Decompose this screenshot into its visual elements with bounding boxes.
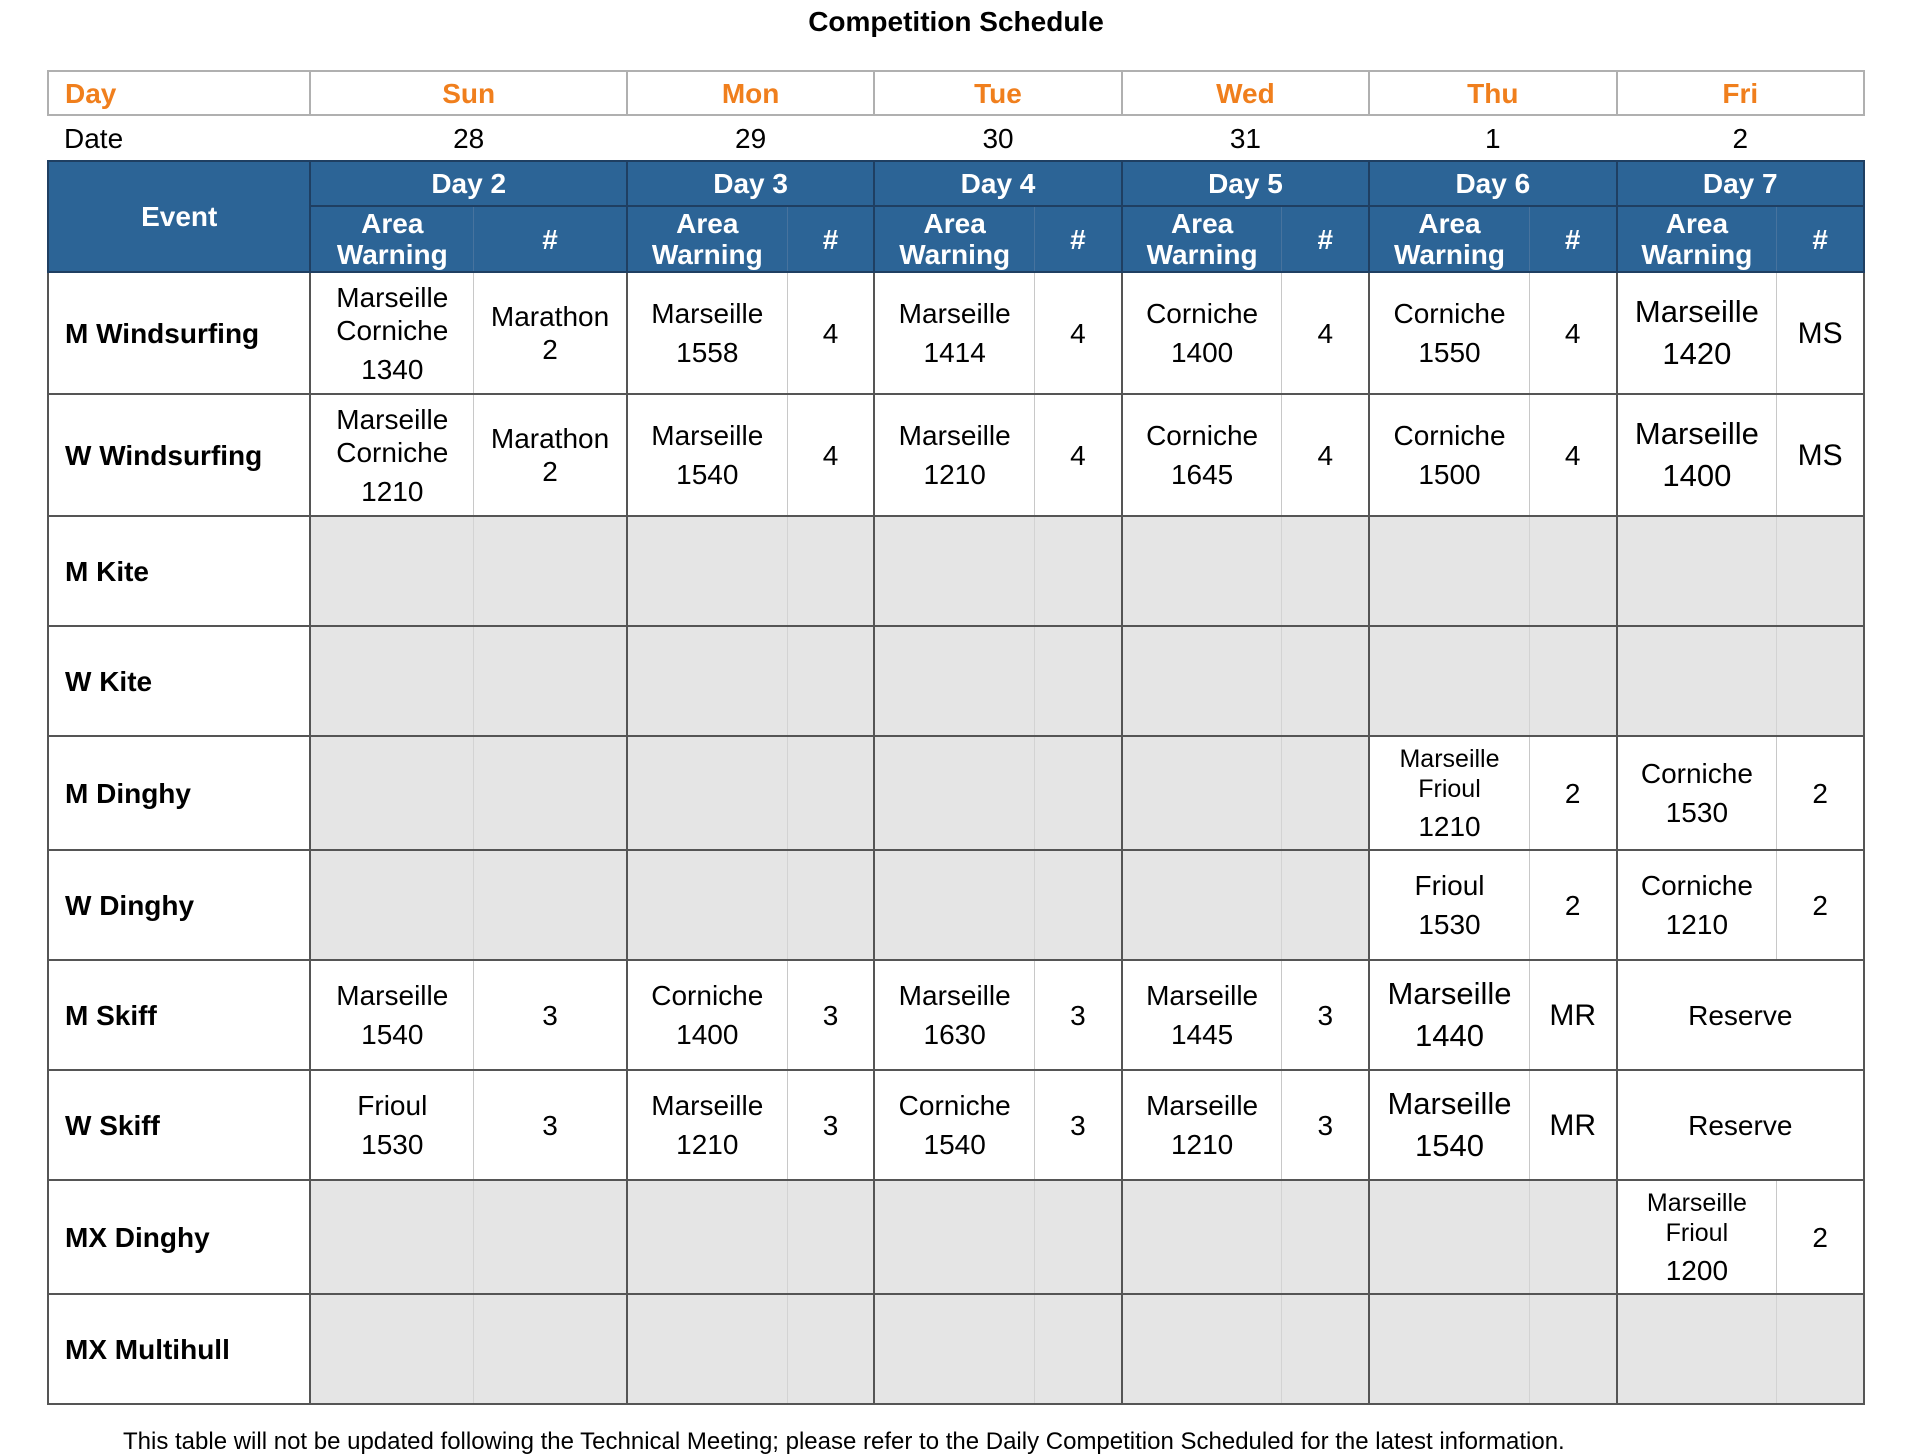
empty-slot [1282, 516, 1369, 626]
warning-time: 1540 [1415, 1128, 1484, 1163]
race-count-cell [787, 1070, 874, 1180]
area-name: Corniche [1393, 298, 1506, 329]
area-warning-cell [627, 1070, 787, 1180]
empty-slot [627, 516, 787, 626]
empty-slot [874, 1294, 1034, 1404]
warning-time: 1500 [1418, 459, 1481, 490]
day-number-row [48, 161, 1864, 206]
warning-time: 1558 [676, 337, 739, 368]
area-name: Corniche [1640, 870, 1753, 901]
area-warning-header: Area Warning [310, 206, 473, 272]
weekday-cell: Tue [874, 71, 1121, 115]
empty-slot [310, 736, 473, 850]
race-count: 4 [822, 317, 839, 349]
empty-slot [627, 736, 787, 850]
date-cell: 28 [453, 122, 485, 154]
race-count-cell [787, 272, 874, 394]
area-name: Corniche [898, 1090, 1011, 1121]
empty-slot [1122, 1294, 1282, 1404]
event-row [48, 1070, 1864, 1180]
race-count: 4 [1564, 317, 1581, 349]
empty-slot [787, 1294, 874, 1404]
area-warning-cell [1369, 1070, 1529, 1180]
race-count-cell [1777, 394, 1864, 516]
warning-time: 1530 [1665, 797, 1729, 828]
race-count-header: # [474, 206, 627, 272]
race-count: Marathon 2 [490, 423, 610, 487]
race-count: MS [1797, 316, 1843, 350]
event-row [48, 850, 1864, 960]
empty-slot [474, 516, 627, 626]
empty-slot [474, 626, 627, 736]
race-count: 4 [822, 439, 839, 471]
area-warning-cell [1369, 850, 1529, 960]
race-count: 4 [1317, 439, 1334, 471]
empty-slot [474, 1180, 627, 1294]
warning-time: 1210 [1418, 810, 1481, 842]
event-row [48, 516, 1864, 626]
area-warning-cell [1617, 1180, 1777, 1294]
race-count-cell [1035, 394, 1122, 516]
area-warning-cell [874, 960, 1034, 1070]
race-count: Marathon 2 [490, 301, 610, 365]
race-count-cell [787, 394, 874, 516]
empty-slot [310, 516, 473, 626]
empty-slot [627, 1294, 787, 1404]
event-name: MX Dinghy [48, 1180, 310, 1294]
area-warning-cell [1122, 394, 1282, 516]
empty-slot [1777, 1294, 1864, 1404]
race-count: 4 [1070, 439, 1086, 471]
event-name: M Skiff [48, 960, 310, 1070]
race-count-cell [1777, 1180, 1864, 1294]
race-count: 4 [1070, 317, 1086, 349]
empty-slot [874, 850, 1034, 960]
area-warning-cell [310, 960, 473, 1070]
warning-time: 1550 [1418, 337, 1481, 368]
event-row [48, 736, 1864, 850]
empty-slot [1282, 850, 1369, 960]
empty-slot [1369, 516, 1529, 626]
empty-slot [1282, 1180, 1369, 1294]
area-warning-header: Area Warning [874, 206, 1034, 272]
race-count-cell [1529, 1070, 1616, 1180]
race-count-cell [787, 960, 874, 1070]
empty-slot [1529, 626, 1616, 736]
weekday-cell: Thu [1369, 71, 1616, 115]
area-name: Marseille [336, 980, 449, 1011]
race-count: 3 [1070, 1109, 1086, 1141]
area-warning-cell [874, 394, 1034, 516]
area-name: Corniche [1640, 758, 1753, 789]
race-count: 3 [542, 999, 558, 1031]
warning-time: 1440 [1415, 1018, 1484, 1053]
empty-slot [874, 736, 1034, 850]
event-name: MX Multihull [48, 1294, 310, 1404]
area-warning-cell [310, 272, 473, 394]
empty-slot [1035, 736, 1122, 850]
race-count-cell [1777, 272, 1864, 394]
race-count-cell [1282, 960, 1369, 1070]
area-warning-cell [627, 960, 787, 1070]
race-count-cell [1282, 394, 1369, 516]
empty-slot [1122, 1180, 1282, 1294]
race-count: 4 [1317, 317, 1334, 349]
empty-slot [1282, 1294, 1369, 1404]
race-count-cell [1282, 1070, 1369, 1180]
area-warning-header: Area Warning [1122, 206, 1282, 272]
race-count: 3 [542, 1109, 558, 1141]
empty-slot [1035, 850, 1122, 960]
empty-slot [627, 1180, 787, 1294]
empty-slot [1282, 736, 1369, 850]
race-count: 3 [822, 1109, 839, 1141]
date-row [48, 115, 1864, 161]
area-name: Marseille Corniche [336, 403, 449, 468]
race-count-cell [1529, 272, 1616, 394]
empty-slot [787, 626, 874, 736]
day-number-cell: Day 4 [874, 161, 1121, 206]
empty-slot [1035, 626, 1122, 736]
area-name: Marseille [1387, 1086, 1512, 1121]
area-warning-cell [1617, 736, 1777, 850]
event-name: M Kite [48, 516, 310, 626]
reserve-cell: Reserve [1617, 1070, 1864, 1180]
empty-slot [1529, 516, 1616, 626]
warning-time: 1540 [923, 1129, 986, 1160]
area-name: Marseille [651, 420, 764, 451]
event-header: Event [48, 161, 310, 272]
day-number-cell: Day 3 [627, 161, 874, 206]
area-warning-header: Area Warning [1617, 206, 1777, 272]
area-name: Marseille [1146, 980, 1259, 1011]
area-name: Corniche [651, 980, 764, 1011]
race-count-header: # [787, 206, 874, 272]
empty-slot [1617, 626, 1777, 736]
area-warning-cell [310, 394, 473, 516]
event-row [48, 272, 1864, 394]
race-count-cell [1777, 850, 1864, 960]
empty-slot [874, 626, 1034, 736]
empty-slot [1369, 1294, 1529, 1404]
race-count-cell [1529, 736, 1616, 850]
event-row [48, 1294, 1864, 1404]
empty-slot [627, 850, 787, 960]
area-name: Marseille [1146, 1090, 1259, 1121]
empty-slot [787, 1180, 874, 1294]
area-name: Frioul [1414, 870, 1485, 901]
event-name: W Windsurfing [48, 394, 310, 516]
race-count: 2 [1812, 1221, 1828, 1253]
empty-slot [1777, 516, 1864, 626]
race-count-cell [1035, 272, 1122, 394]
warning-time: 1210 [1170, 1129, 1234, 1160]
area-warning-cell [1617, 850, 1777, 960]
area-name: Marseille [898, 298, 1011, 329]
empty-slot [787, 850, 874, 960]
event-row [48, 626, 1864, 736]
empty-slot [1122, 626, 1282, 736]
race-count: 2 [1812, 889, 1828, 921]
schedule-table [47, 70, 1865, 1405]
warning-time: 1210 [1665, 909, 1729, 940]
page-title: Competition Schedule [808, 6, 1104, 37]
area-warning-cell [627, 272, 787, 394]
race-count: 3 [1317, 999, 1334, 1031]
warning-time: 1420 [1662, 336, 1732, 371]
warning-time: 1200 [1665, 1254, 1729, 1286]
race-count-header: # [1282, 206, 1369, 272]
event-row [48, 1180, 1864, 1294]
race-count: MS [1797, 438, 1843, 472]
empty-slot [1529, 1180, 1616, 1294]
warning-time: 1645 [1170, 459, 1234, 490]
area-warning-cell [1369, 960, 1529, 1070]
empty-slot [874, 516, 1034, 626]
event-name: M Dinghy [48, 736, 310, 850]
event-name: W Skiff [48, 1070, 310, 1180]
empty-slot [1617, 1294, 1777, 1404]
race-count-cell [1529, 850, 1616, 960]
day-number-cell: Day 6 [1369, 161, 1616, 206]
area-name: Marseille Corniche [336, 281, 449, 346]
empty-slot [1777, 626, 1864, 736]
empty-slot [1122, 516, 1282, 626]
day-number-cell: Day 2 [310, 161, 627, 206]
empty-slot [474, 1294, 627, 1404]
warning-time: 1630 [923, 1019, 986, 1050]
race-count-cell [1035, 960, 1122, 1070]
area-warning-cell [1122, 1070, 1282, 1180]
empty-slot [627, 626, 787, 736]
weekday-cell: Mon [627, 71, 874, 115]
area-name: Marseille [651, 1090, 764, 1121]
day-label: Day [48, 71, 310, 115]
empty-slot [1035, 516, 1122, 626]
area-warning-header: Area Warning [627, 206, 787, 272]
area-warning-cell [627, 394, 787, 516]
warning-time: 1210 [361, 475, 424, 507]
race-count: 3 [822, 999, 839, 1031]
warning-time: 1540 [676, 459, 739, 490]
race-count: 3 [1070, 999, 1086, 1031]
warning-time: 1400 [1170, 337, 1234, 368]
event-row [48, 394, 1864, 516]
empty-slot [874, 1180, 1034, 1294]
warning-time: 1445 [1170, 1019, 1234, 1050]
race-count: 4 [1564, 439, 1581, 471]
race-count: MR [1549, 1108, 1597, 1142]
area-warning-cell [310, 1070, 473, 1180]
area-warning-cell [874, 1070, 1034, 1180]
date-cell: 31 [1229, 122, 1261, 154]
area-name: Marseille [898, 420, 1011, 451]
area-warning-cell [1617, 272, 1777, 394]
empty-slot [1529, 1294, 1616, 1404]
footnote: This table will not be updated following the Technical Meeting; please refer to the Daily Competition Scheduled for the latest information. [123, 1428, 1565, 1455]
empty-slot [1369, 626, 1529, 736]
empty-slot [1035, 1294, 1122, 1404]
date-cell: 2 [1732, 122, 1749, 154]
area-warning-header: Area Warning [1369, 206, 1529, 272]
area-name: Marseille [1634, 294, 1759, 329]
empty-slot [310, 626, 473, 736]
area-warning-cell [1617, 394, 1777, 516]
warning-time: 1340 [361, 353, 424, 385]
area-warning-cell [1369, 394, 1529, 516]
race-count: MR [1549, 998, 1597, 1032]
race-count: 3 [1317, 1109, 1334, 1141]
area-name: Corniche [1146, 420, 1259, 451]
weekday-cell: Sun [310, 71, 627, 115]
area-name: Marseille [1634, 416, 1759, 451]
area-name: Corniche [1146, 298, 1259, 329]
weekday-row [48, 71, 1864, 115]
race-count-header: # [1035, 206, 1122, 272]
race-count-cell [474, 960, 627, 1070]
race-count-cell [474, 394, 627, 516]
area-name: Frioul [357, 1090, 428, 1121]
area-name: Marseille Frioul [1399, 744, 1500, 803]
warning-time: 1414 [923, 337, 986, 368]
warning-time: 1540 [361, 1019, 424, 1050]
warning-time: 1210 [923, 459, 986, 490]
empty-slot [1122, 736, 1282, 850]
date-label: Date [64, 122, 124, 154]
race-count-cell [1282, 272, 1369, 394]
area-name: Marseille [1387, 976, 1512, 1011]
race-count-cell [474, 272, 627, 394]
area-warning-cell [874, 272, 1034, 394]
event-name: W Kite [48, 626, 310, 736]
race-count-header: # [1777, 206, 1864, 272]
empty-slot [310, 1180, 473, 1294]
empty-slot [1369, 1180, 1529, 1294]
race-count: 2 [1564, 889, 1581, 921]
area-name: Marseille Frioul [1646, 1188, 1747, 1247]
reserve-cell: Reserve [1617, 960, 1864, 1070]
date-cell: 30 [982, 122, 1014, 154]
race-count-cell [1529, 960, 1616, 1070]
warning-time: 1400 [1662, 458, 1732, 493]
date-cell: 29 [735, 122, 767, 154]
empty-slot [310, 1294, 473, 1404]
event-name: M Windsurfing [48, 272, 310, 394]
day-number-cell: Day 5 [1122, 161, 1369, 206]
race-count: 2 [1564, 777, 1581, 809]
empty-slot [310, 850, 473, 960]
warning-time: 1530 [1418, 909, 1481, 940]
weekday-cell: Wed [1122, 71, 1369, 115]
area-warning-cell [1369, 272, 1529, 394]
area-warning-cell [1122, 960, 1282, 1070]
empty-slot [787, 736, 874, 850]
date-cell: 1 [1485, 122, 1501, 154]
area-name: Marseille [898, 980, 1011, 1011]
event-row [48, 960, 1864, 1070]
empty-slot [1282, 626, 1369, 736]
race-count-cell [1777, 736, 1864, 850]
empty-slot [1122, 850, 1282, 960]
race-count-cell [1035, 1070, 1122, 1180]
warning-time: 1530 [361, 1129, 424, 1160]
empty-slot [1617, 516, 1777, 626]
area-warning-cell [1122, 272, 1282, 394]
warning-time: 1210 [676, 1129, 739, 1160]
empty-slot [474, 736, 627, 850]
subheader-row [48, 206, 1864, 272]
empty-slot [1035, 1180, 1122, 1294]
day-number-cell: Day 7 [1617, 161, 1864, 206]
area-name: Marseille [651, 298, 764, 329]
warning-time: 1400 [676, 1019, 739, 1050]
area-warning-cell [1369, 736, 1529, 850]
empty-slot [474, 850, 627, 960]
event-name: W Dinghy [48, 850, 310, 960]
weekday-cell: Fri [1617, 71, 1864, 115]
race-count-cell [1529, 394, 1616, 516]
area-name: Corniche [1393, 420, 1506, 451]
race-count-cell [474, 1070, 627, 1180]
empty-slot [787, 516, 874, 626]
race-count-header: # [1529, 206, 1616, 272]
race-count: 2 [1812, 777, 1828, 809]
